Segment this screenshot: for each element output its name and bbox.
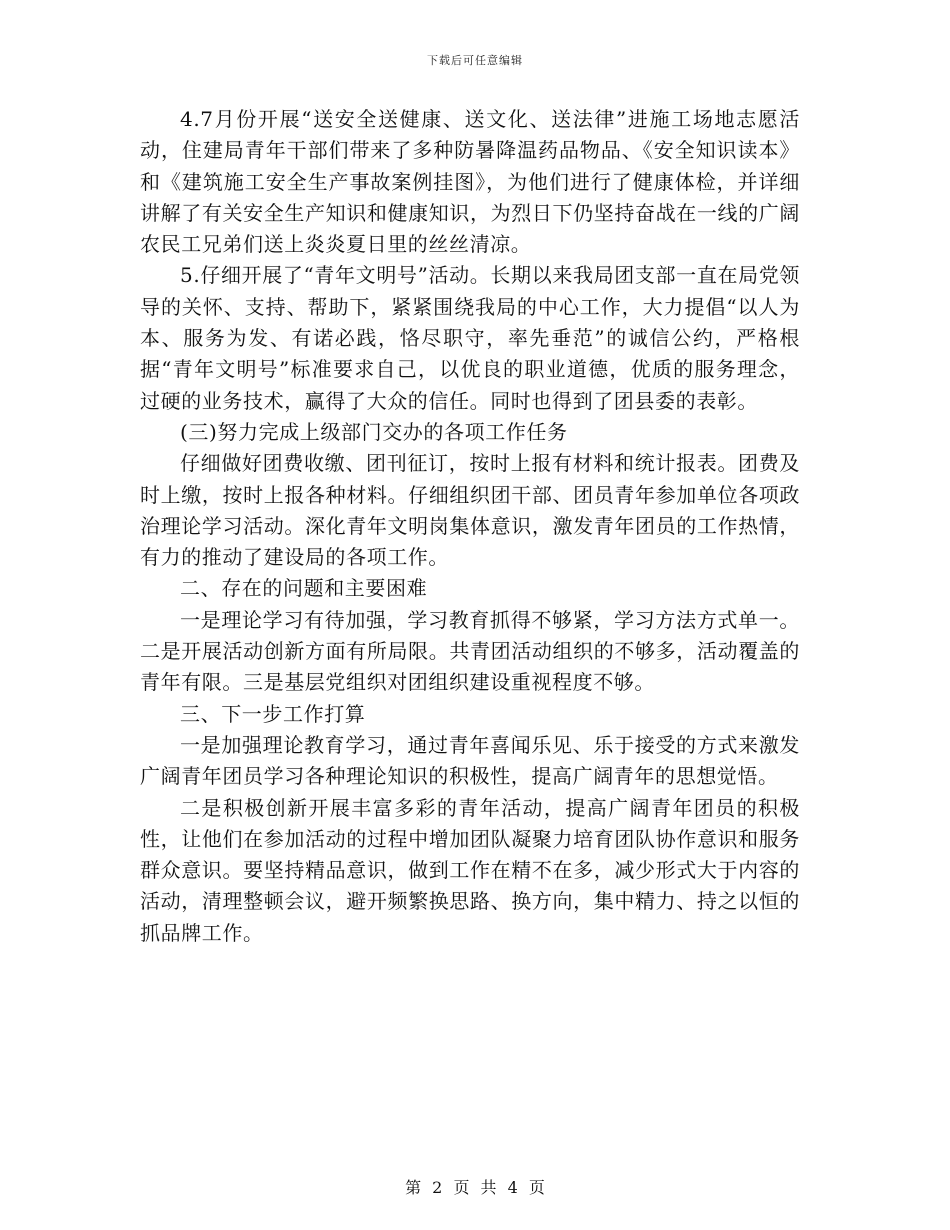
page-header: 下载后可任意编辑 bbox=[427, 54, 523, 67]
section-heading-3: (三)努力完成上级部门交办的各项工作任务 bbox=[180, 419, 568, 444]
paragraph-problems: 一是理论学习有待加强，学习教育抓得不够紧，学习方法方式单一。二是开展活动创新方面有所局限。共青团活动组织的不够多，活动覆盖的青年有限。三是基层党组织对团组织建设重视程度不够。 bbox=[140, 607, 800, 695]
paragraph-league-fees: 仔细做好团费收缴、团刊征订，按时上报有材料和统计报表。团费及时上缴，按时上报各种材料。仔细组织团干部、团员青年参加单位各项政治理论学习活动。深化青年文明岗集体意识，激发青年团员的工作热情，有力的推动了建设局的各项工作。 bbox=[140, 451, 800, 570]
page-footer: 第 2 页 共 4 页 bbox=[405, 1178, 545, 1197]
paragraph-item-5: 5.仔细开展了“青年文明号”活动。长期以来我局团支部一直在局党领导的关怀、支持、帮助下，紧紧围绕我局的中心工作，大力提倡“以人为本、服务为发、有诺必践，恪尽职守，率先垂范”的诚信公约，严格根据“青年文明号”标准要求自己，以优良的职业道德，优质的服务理念，过硬的业务技术，赢得了大众的信任。同时也得到了团县委的表彰。 bbox=[140, 263, 800, 413]
paragraph-next-step-1: 一是加强理论教育学习，通过青年喜闻乐见、乐于接受的方式来激发广阔青年团员学习各种理论知识的积极性，提高广阔青年的思想觉悟。 bbox=[140, 732, 800, 789]
paragraph-next-step-2: 二是积极创新开展丰富多彩的青年活动，提高广阔青年团员的积极性，让他们在参加活动的过程中增加团队凝聚力培育团队协作意识和服务群众意识。要坚持精品意识，做到工作在精不在多，减少形式大于内容的活动，清理整顿会议，避开频繁换思路、换方向，集中精力、持之以恒的抓品牌工作。 bbox=[140, 795, 800, 945]
paragraph-item-4: 4.7月份开展“送安全送健康、送文化、送法律”进施工场地志愿活动，住建局青年干部们带来了多种防暑降温药品物品、《安全知识读本》和《建筑施工安全生产事故案例挂图》，为他们进行了健康体检，并详细讲解了有关安全生产知识和健康知识，为烈日下仍坚持奋战在一线的广阔农民工兄弟们送上炎炎夏日里的丝丝清凉。 bbox=[140, 107, 800, 257]
section-heading-problems: 二、存在的问题和主要困难 bbox=[180, 576, 428, 601]
section-heading-next-steps: 三、下一步工作打算 bbox=[180, 701, 366, 726]
document-body bbox=[140, 104, 800, 949]
